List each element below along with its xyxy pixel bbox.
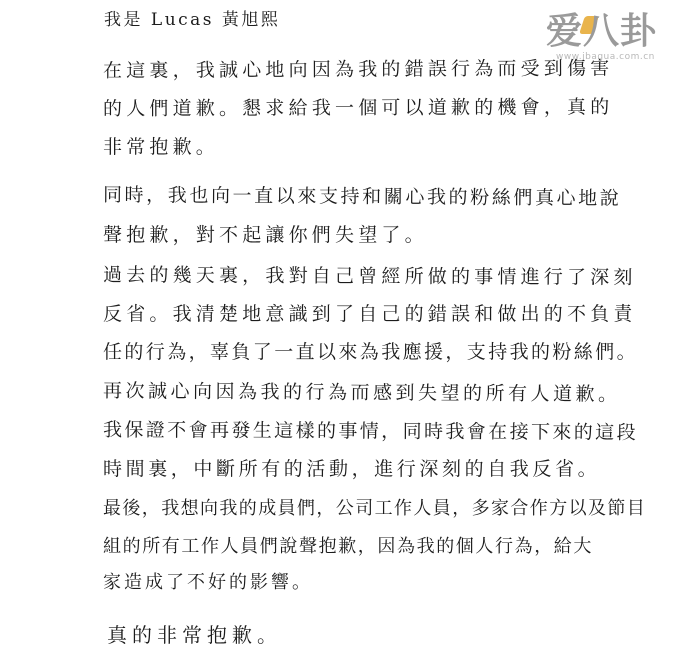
letter-line: 非常抱歉。	[103, 136, 220, 158]
letter-line: 我保證不會再發生這樣的事情，同時我會在接下來的這段	[102, 419, 639, 444]
watermark-logo-text: 爱八卦	[546, 11, 658, 52]
letter-closing: 真的非常抱歉。	[107, 623, 282, 647]
letter-line: 聲抱歉，對不起讓你們失望了。	[103, 224, 428, 246]
letter-line: 再次誠心向因為我的行為而感到失望的所有人道歉。	[102, 380, 621, 406]
letter-greeting: 我是 Lucas 黃旭熙	[104, 10, 281, 30]
letter-line: 在這裏，我誠心地向因為我的錯誤行為而受到傷害	[102, 57, 614, 82]
letter-line: 反省。我清楚地意識到了自己的錯誤和做出的不負責	[103, 303, 637, 325]
letter-line: 的人們道歉。懇求給我一個可以道歉的機會，真的	[102, 96, 614, 120]
letter-line: 組的所有工作人員們說聲抱歉，因為我的個人行為，給大	[103, 536, 593, 557]
site-watermark	[546, 11, 676, 64]
watermark-url: www.ibagua.com.cn	[556, 52, 655, 62]
letter-line: 家造成了不好的影響。	[103, 572, 313, 593]
letter-line: 任的行為，辜負了一直以來為我應援，支持我的粉絲們。	[103, 341, 639, 363]
letter-line: 過去的幾天裏，我對自己曾經所做的事情進行了深刻	[102, 264, 637, 289]
letter-line: 最後，我想向我的成員們，公司工作人員，多家合作方以及節目	[103, 498, 647, 519]
letter-line: 同時，我也向一直以來支持和關心我的粉絲們真心地說	[102, 184, 622, 210]
letter-line: 時間裏，中斷所有的活動，進行深刻的自我反省。	[103, 458, 601, 480]
